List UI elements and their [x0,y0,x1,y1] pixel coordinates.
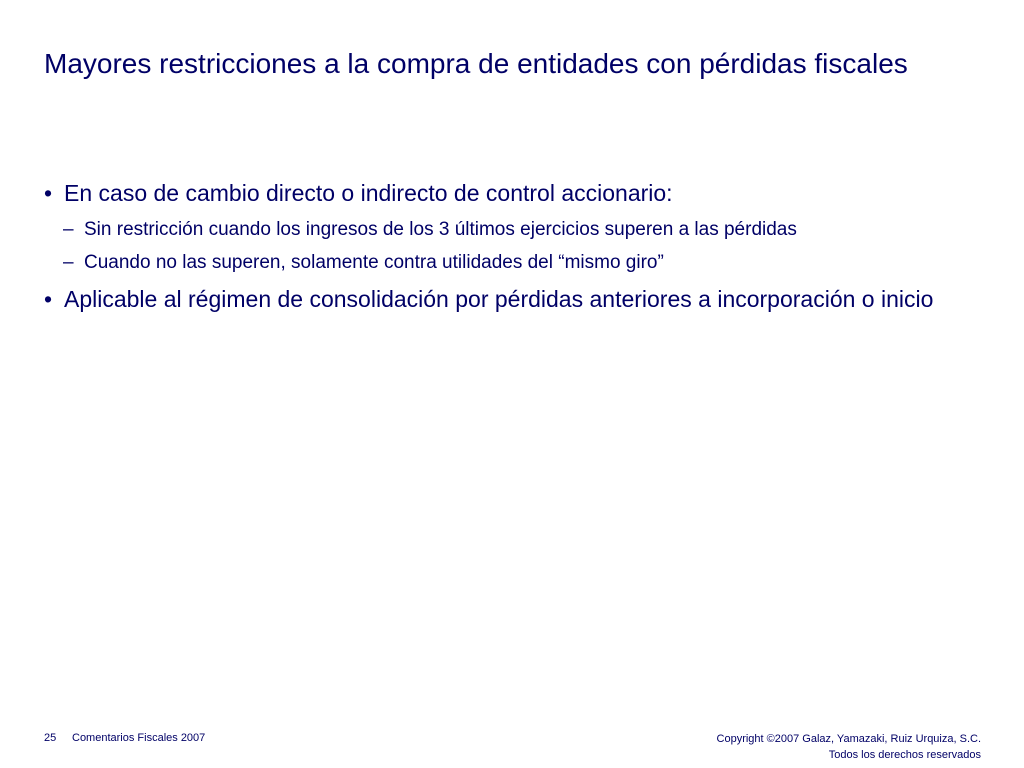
document-name: Comentarios Fiscales 2007 [72,732,206,744]
rights-text: Todos los derechos reservados [828,749,981,761]
bullet-marker: • [44,180,53,206]
bullet-text: En caso de cambio directo o indirecto de control accionario: [64,180,673,206]
sub-bullet-item-1 [44,218,994,242]
sub-bullet-marker: – [63,219,74,240]
bullet-item-1 [44,178,994,208]
bullet-text: Aplicable al régimen de consolidación por pérdidas anteriores a incorporación o inicio [64,286,934,312]
slide-content [44,178,994,324]
bullet-item-2 [44,284,994,314]
sub-bullet-text: Sin restricción cuando los ingresos de los 3 últimos ejercicios superen a las pérdidas [84,219,797,240]
sub-bullet-marker: – [63,252,74,273]
page-number: 25 [44,732,57,744]
footer-left [44,731,205,745]
sub-bullet-item-2 [44,251,994,275]
sub-bullet-text: Cuando no las superen, solamente contra utilidades del “mismo giro” [84,252,664,273]
slide-title: Mayores restricciones a la compra de entidades con pérdidas fiscales [44,48,908,79]
bullet-marker: • [44,286,53,312]
footer-right [717,731,981,763]
copyright-text: Copyright ©2007 Galaz, Yamazaki, Ruiz Urquiza, S.C. [716,733,981,745]
